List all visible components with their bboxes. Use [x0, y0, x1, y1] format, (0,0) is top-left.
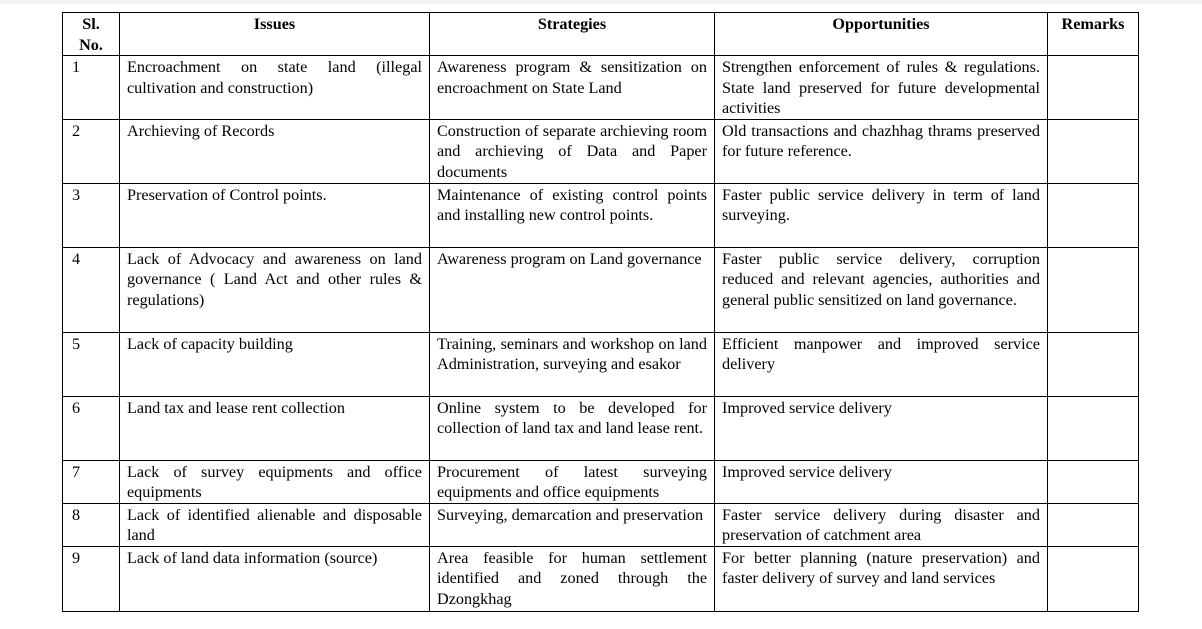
issue-cell: Lack of Advocacy and awareness on land governance ( Land Act and other rules & regulations) — [120, 247, 430, 332]
remarks-cell — [1048, 119, 1139, 183]
table-row — [63, 119, 1139, 183]
table-row — [63, 460, 1139, 503]
remarks-cell — [1048, 396, 1139, 460]
remarks-cell — [1048, 247, 1139, 332]
opportunity-cell: For better planning (nature preservation) and faster delivery of survey and land services — [715, 546, 1048, 611]
strategy-cell: Awareness program & sensitization on encroachment on State Land — [430, 56, 715, 120]
sl-cell: 8 — [63, 503, 120, 546]
opportunity-cell: Faster public service delivery, corruption reduced and relevant agencies, authorities and general public sensitized on land governance. — [715, 247, 1048, 332]
issue-cell: Lack of identified alienable and disposable land — [120, 503, 430, 546]
table-row — [63, 546, 1139, 611]
issue-cell: Encroachment on state land (illegal cultivation and construction) — [120, 56, 430, 120]
issue-cell: Archieving of Records — [120, 119, 430, 183]
opportunity-cell: Improved service delivery — [715, 460, 1048, 503]
opportunity-cell: Faster public service delivery in term of land surveying. — [715, 183, 1048, 247]
strategy-cell: Surveying, demarcation and preservation — [430, 503, 715, 546]
strategy-cell: Training, seminars and workshop on land Administration, surveying and esakor — [430, 332, 715, 396]
sl-cell: 1 — [63, 56, 120, 120]
issues-strategies-table — [62, 12, 1139, 612]
strategy-cell: Awareness program on Land governance — [430, 247, 715, 332]
sl-cell: 7 — [63, 460, 120, 503]
remarks-cell — [1048, 460, 1139, 503]
remarks-cell — [1048, 56, 1139, 120]
opportunity-cell: Improved service delivery — [715, 396, 1048, 460]
table-row — [63, 396, 1139, 460]
issue-cell: Preservation of Control points. — [120, 183, 430, 247]
header-row — [63, 13, 1139, 56]
strategy-cell: Procurement of latest surveying equipments and office equipments — [430, 460, 715, 503]
top-strip — [0, 0, 1202, 4]
opportunity-cell: Old transactions and chazhhag thrams preserved for future reference. — [715, 119, 1048, 183]
issue-cell: Lack of survey equipments and office equipments — [120, 460, 430, 503]
remarks-cell — [1048, 332, 1139, 396]
header-opportunities: Opportunities — [715, 13, 1048, 56]
strategy-cell: Online system to be developed for collection of land tax and land lease rent. — [430, 396, 715, 460]
issue-cell: Lack of land data information (source) — [120, 546, 430, 611]
table-row — [63, 56, 1139, 120]
remarks-cell — [1048, 546, 1139, 611]
table-row — [63, 183, 1139, 247]
sl-cell: 2 — [63, 119, 120, 183]
strategy-cell: Maintenance of existing control points and installing new control points. — [430, 183, 715, 247]
sl-cell: 9 — [63, 546, 120, 611]
sl-cell: 4 — [63, 247, 120, 332]
table-row — [63, 503, 1139, 546]
sl-cell: 3 — [63, 183, 120, 247]
issue-cell: Lack of capacity building — [120, 332, 430, 396]
strategy-cell: Area feasible for human settlement identified and zoned through the Dzongkhag — [430, 546, 715, 611]
header-strategies: Strategies — [430, 13, 715, 56]
opportunity-cell: Strengthen enforcement of rules & regulations. State land preserved for future developmental activities — [715, 56, 1048, 120]
table-row — [63, 332, 1139, 396]
header-sl-no: Sl. No. — [63, 13, 120, 56]
issue-cell: Land tax and lease rent collection — [120, 396, 430, 460]
table-row — [63, 247, 1139, 332]
strategy-cell: Construction of separate archieving room and archieving of Data and Paper documents — [430, 119, 715, 183]
sl-cell: 6 — [63, 396, 120, 460]
header-remarks: Remarks — [1048, 13, 1139, 56]
remarks-cell — [1048, 183, 1139, 247]
sl-cell: 5 — [63, 332, 120, 396]
opportunity-cell: Efficient manpower and improved service delivery — [715, 332, 1048, 396]
remarks-cell — [1048, 503, 1139, 546]
opportunity-cell: Faster service delivery during disaster and preservation of catchment area — [715, 503, 1048, 546]
header-issues: Issues — [120, 13, 430, 56]
